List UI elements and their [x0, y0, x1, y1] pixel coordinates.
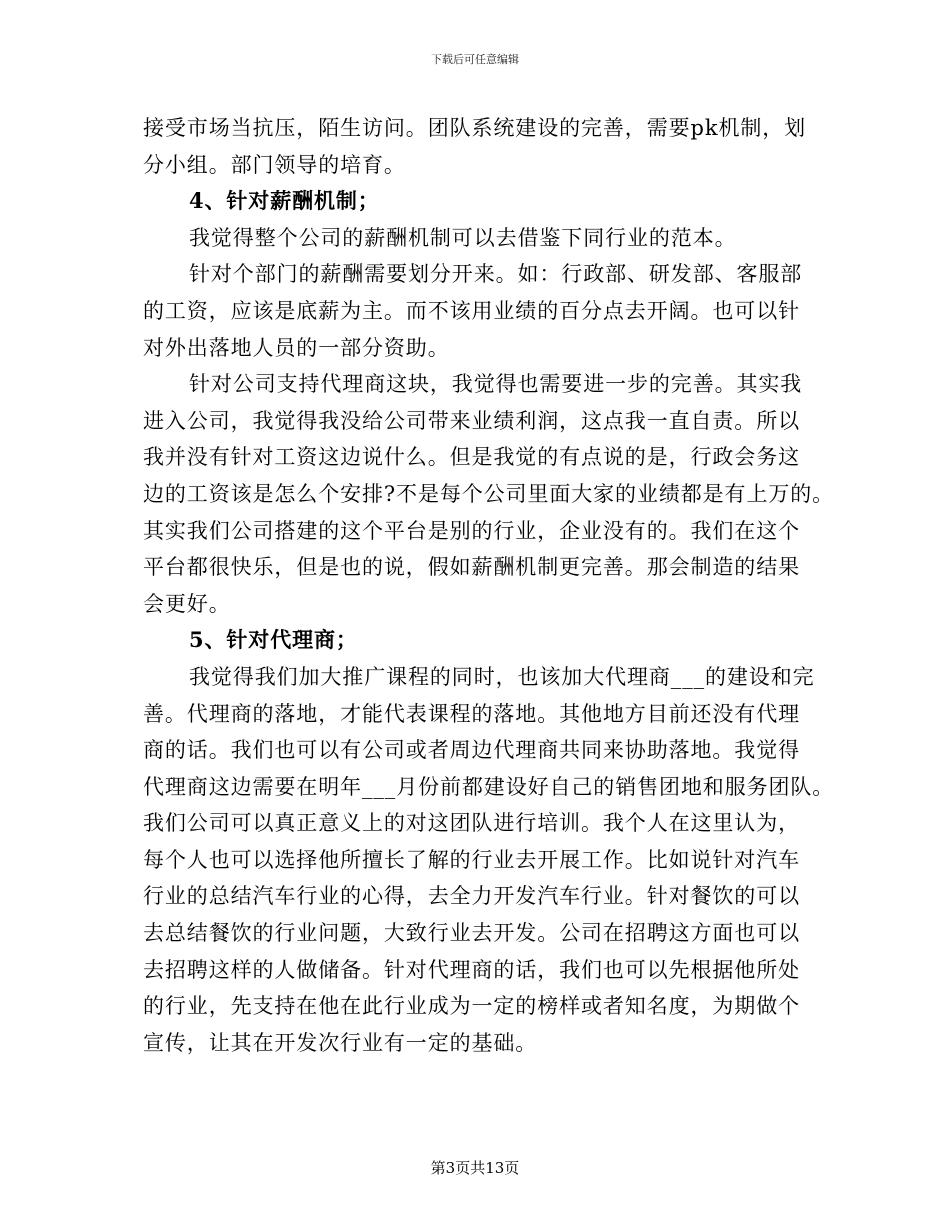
- paragraph-line: 其实我们公司搭建的这个平台是别的行业，企业没有的。我们在这个: [143, 518, 800, 543]
- paragraph-line: 会更好。: [143, 591, 231, 616]
- section-heading: 5、针对代理商；: [189, 627, 358, 653]
- paragraph-line: 进入公司，我觉得我没给公司带来业绩利润，这点我一直自责。所以: [143, 408, 800, 433]
- paragraph-line: 边的工资该是怎么个安排?不是每个公司里面大家的业绩都是有上万的。: [143, 481, 835, 506]
- document-body: [143, 110, 835, 1061]
- paragraph-line: 的行业，先支持在他在此行业成为一定的榜样或者知名度，为期做个: [143, 994, 800, 1019]
- paragraph-line: 我觉得我们加大推广课程的同时，也该加大代理商___的建设和完: [189, 664, 815, 689]
- paragraph-line: 我觉得整个公司的薪酬机制可以去借鉴下同行业的范本。: [189, 225, 737, 250]
- paragraph-line: 我们公司可以真正意义上的对这团队进行培训。我个人在这里认为，: [143, 811, 800, 836]
- paragraph-line: 平台都很快乐，但是也的说，假如薪酬机制更完善。那会制造的结果: [143, 555, 800, 580]
- paragraph-line: 对外出落地人员的一部分资助。: [143, 335, 450, 360]
- paragraph-line: 分小组。部门领导的培育。: [143, 152, 406, 177]
- paragraph-line: 代理商这边需要在明年___月份前都建设好自己的销售团地和服务团队。: [143, 774, 835, 799]
- paragraph-line: 宣传，让其在开发次行业有一定的基础。: [143, 1030, 538, 1055]
- paragraph-line: 去总结餐饮的行业问题，大致行业去开发。公司在招聘这方面也可以: [143, 921, 800, 946]
- paragraph-line: 去招聘这样的人做储备。针对代理商的话，我们也可以先根据他所处: [143, 957, 800, 982]
- paragraph-line: 接受市场当抗压，陌生访问。团队系统建设的完善，需要pk机制，划: [143, 116, 807, 140]
- paragraph-line: 行业的总结汽车行业的心得，去全力开发汽车行业。针对餐饮的可以: [143, 884, 800, 909]
- paragraph-line: 针对个部门的薪酬需要划分开来。如：行政部、研发部、客服部: [189, 262, 803, 287]
- paragraph-line: 的工资，应该是底薪为主。而不该用业绩的百分点去开阔。也可以针: [143, 298, 800, 323]
- paragraph-line: 善。代理商的落地，才能代表课程的落地。其他地方目前还没有代理: [143, 701, 800, 726]
- paragraph-line: 每个人也可以选择他所擅长了解的行业去开展工作。比如说针对汽车: [143, 847, 800, 872]
- paragraph-line: 我并没有针对工资这边说什么。但是我觉的有点说的是，行政会务这: [143, 445, 800, 470]
- page-header: 下载后可任意编辑: [431, 53, 519, 66]
- section-heading: 4、针对薪酬机制；: [189, 188, 380, 214]
- paragraph-line: 针对公司支持代理商这块，我觉得也需要进一步的完善。其实我: [189, 372, 803, 397]
- paragraph-line: 商的话。我们也可以有公司或者周边代理商共同来协助落地。我觉得: [143, 738, 800, 763]
- page-footer: 第3页共13页: [430, 1159, 520, 1177]
